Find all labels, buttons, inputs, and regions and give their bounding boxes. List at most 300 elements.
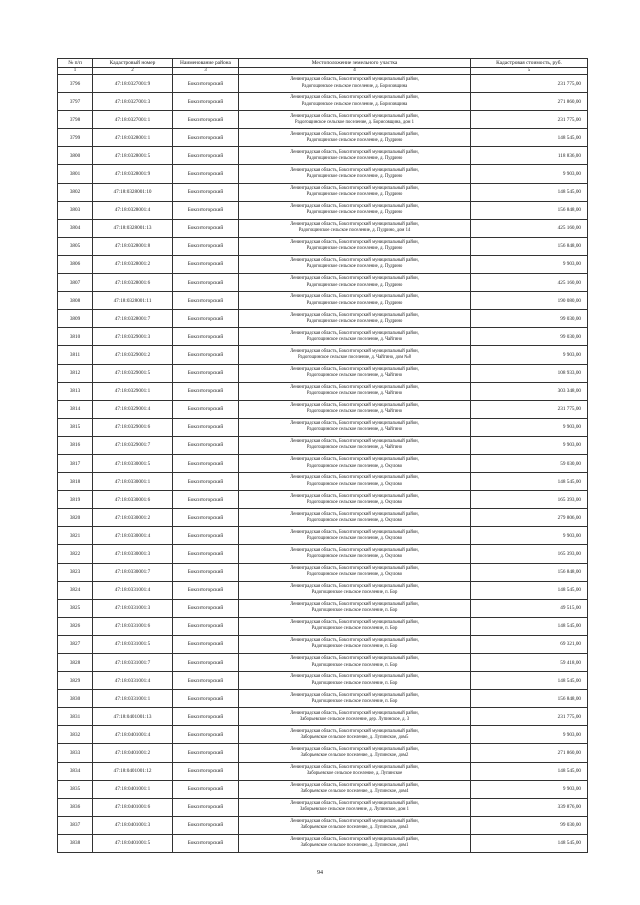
header-location: Местоположение земельного участка: [239, 59, 471, 68]
cadastral-number: 47:18:0331001:6: [93, 617, 173, 635]
location-cell: [239, 237, 471, 255]
location-line-settlement: Радогощинское сельское поселение, д. Чайгино: [306, 391, 403, 397]
row-index: 3802: [58, 183, 93, 201]
row-index: 3807: [58, 274, 93, 292]
location-line-region: Ленинградская область, Бокситогорский муниципальный район,: [290, 656, 419, 662]
district-name: Бокситогорский: [173, 237, 239, 255]
cadastral-cost: 231 775,00: [471, 111, 588, 129]
location-line-region: Ленинградская область, Бокситогорский муниципальный район,: [290, 403, 419, 409]
row-index: 3821: [58, 527, 93, 545]
location-line-region: Ленинградская область, Бокситогорский муниципальный район,: [290, 602, 419, 608]
location-cell: [239, 617, 471, 635]
cadastral-cost: 271 860,00: [471, 744, 588, 762]
cadastral-number: 47:18:0330001:6: [93, 491, 173, 509]
location-line-settlement: Радогощинское сельское поселение, д. Окулово: [306, 463, 403, 469]
row-index: 3823: [58, 563, 93, 581]
row-index: 3826: [58, 617, 93, 635]
district-name: Бокситогорский: [173, 744, 239, 762]
cadastral-cost: 425 160,00: [471, 219, 588, 237]
location-line-region: Ленинградская область, Бокситогорский муниципальный район,: [290, 547, 419, 553]
location-line-region: Ленинградская область, Бокситогорский муниципальный район,: [290, 348, 419, 354]
district-name: Бокситогорский: [173, 328, 239, 346]
location-cell: [239, 780, 471, 798]
location-line-region: Ленинградская область, Бокситогорский муниципальный район,: [290, 837, 419, 843]
location-line-region: Ленинградская область, Бокситогорский муниципальный район,: [290, 674, 419, 680]
table-row: [58, 255, 588, 273]
location-cell: [239, 581, 471, 599]
table-row: [58, 400, 588, 418]
district-name: Бокситогорский: [173, 491, 239, 509]
location-cell: [239, 165, 471, 183]
row-index: 3803: [58, 201, 93, 219]
table-row: [58, 473, 588, 491]
row-index: 3837: [58, 816, 93, 834]
district-name: Бокситогорский: [173, 310, 239, 328]
row-index: 3817: [58, 454, 93, 472]
table-row: [58, 310, 588, 328]
cadastral-cost: 148 545,00: [471, 183, 588, 201]
location-line-region: Ленинградская область, Бокситогорский муниципальный район,: [290, 475, 419, 481]
table-row: [58, 111, 588, 129]
district-name: Бокситогорский: [173, 201, 239, 219]
row-index: 3836: [58, 798, 93, 816]
location-line-region: Ленинградская область, Бокситогорский муниципальный район,: [290, 439, 419, 445]
location-cell: [239, 726, 471, 744]
location-cell: [239, 418, 471, 436]
cadastral-number: 47:18:0328001:9: [93, 165, 173, 183]
location-line-region: Ленинградская область, Бокситогорский муниципальный район,: [290, 330, 419, 336]
cadastral-cost: 148 545,00: [471, 617, 588, 635]
header-number: 3: [173, 68, 239, 75]
cadastral-cost: 9 903,00: [471, 255, 588, 273]
table-row: [58, 165, 588, 183]
row-index: 3819: [58, 491, 93, 509]
location-cell: [239, 328, 471, 346]
location-cell: [239, 129, 471, 147]
location-line-settlement: Радогощинское сельское поселение, д. Пудрино, дом 14: [298, 228, 411, 234]
table-row: [58, 274, 588, 292]
district-name: Бокситогорский: [173, 382, 239, 400]
cadastral-cost: 9 903,00: [471, 436, 588, 454]
location-cell: [239, 708, 471, 726]
location-cell: [239, 762, 471, 780]
location-cell: [239, 382, 471, 400]
district-name: Бокситогорский: [173, 690, 239, 708]
district-name: Бокситогорский: [173, 274, 239, 292]
cadastral-cost: 165 393,00: [471, 545, 588, 563]
table-row: [58, 545, 588, 563]
table-row: [58, 509, 588, 527]
district-name: Бокситогорский: [173, 75, 239, 93]
table-row: [58, 726, 588, 744]
district-name: Бокситогорский: [173, 617, 239, 635]
district-name: Бокситогорский: [173, 780, 239, 798]
location-line-region: Ленинградская область, Бокситогорский муниципальный район,: [290, 692, 419, 698]
location-line-settlement: Радогощинское сельское поселение, п. Бор: [311, 680, 398, 686]
header-number: 5: [471, 68, 588, 75]
district-name: Бокситогорский: [173, 219, 239, 237]
row-index: 3834: [58, 762, 93, 780]
location-line-region: Ленинградская область, Бокситогорский муниципальный район,: [290, 95, 419, 101]
table-row: [58, 454, 588, 472]
location-cell: [239, 798, 471, 816]
district-name: Бокситогорский: [173, 418, 239, 436]
location-cell: [239, 274, 471, 292]
cadastral-cost: 49 515,00: [471, 599, 588, 617]
location-line-settlement: Заборьевское сельское поселение, д. Лупинское, дом2: [300, 753, 409, 759]
location-line-settlement: Радогощинское сельское поселение, д. Окулово: [306, 572, 403, 578]
table-row: [58, 346, 588, 364]
row-index: 3815: [58, 418, 93, 436]
location-line-settlement: Радогощинское сельское поселение, д. Чайгино: [306, 373, 403, 379]
cadastral-number: 47:18:0328001:2: [93, 255, 173, 273]
location-cell: [239, 509, 471, 527]
row-index: 3832: [58, 726, 93, 744]
location-line-settlement: Радогощинское сельское поселение, п. Бор: [311, 608, 398, 614]
table-row: [58, 635, 588, 653]
district-name: Бокситогорский: [173, 292, 239, 310]
cadastral-cost: 108 933,00: [471, 364, 588, 382]
location-line-settlement: Заборьевское сельское поселение, дер. Лупинское, д. 3: [299, 716, 410, 722]
cadastral-cost: 156 848,00: [471, 690, 588, 708]
location-cell: [239, 364, 471, 382]
row-index: 3814: [58, 400, 93, 418]
location-line-region: Ленинградская область, Бокситогорский муниципальный район,: [290, 204, 419, 209]
cadastral-cost: 156 848,00: [471, 201, 588, 219]
district-name: Бокситогорский: [173, 654, 239, 672]
row-index: 3797: [58, 93, 93, 111]
row-index: 3818: [58, 473, 93, 491]
row-index: 3800: [58, 147, 93, 165]
table-row: [58, 816, 588, 834]
cadastral-cost: 9 903,00: [471, 346, 588, 364]
district-name: Бокситогорский: [173, 798, 239, 816]
cadastral-number: 47:18:0331001:4: [93, 672, 173, 690]
row-index: 3827: [58, 635, 93, 653]
location-line-settlement: Радогощинское сельское поселение, д. Чайгино: [306, 336, 403, 342]
cadastral-number: 47:18:0329001:6: [93, 418, 173, 436]
location-cell: [239, 834, 471, 852]
location-cell: [239, 690, 471, 708]
cadastral-cost: 425 160,00: [471, 274, 588, 292]
row-index: 3820: [58, 509, 93, 527]
table-row: [58, 183, 588, 201]
district-name: Бокситогорский: [173, 635, 239, 653]
row-index: 3831: [58, 708, 93, 726]
cadastral-cost: 9 903,00: [471, 527, 588, 545]
district-name: Бокситогорский: [173, 473, 239, 491]
header-number: 2: [93, 68, 173, 75]
row-index: 3808: [58, 292, 93, 310]
location-cell: [239, 310, 471, 328]
location-cell: [239, 599, 471, 617]
location-line-region: Ленинградская область, Бокситогорский муниципальный район,: [290, 620, 419, 626]
location-line-settlement: Радогощинское сельское поселение, д. Пудрино: [306, 155, 403, 161]
table-row: [58, 129, 588, 147]
header-number: 1: [58, 68, 93, 75]
location-line-settlement: Заборьевское сельское поселение, д. Лупинское, дом5: [300, 734, 409, 740]
location-line-settlement: Радогощинское сельское поселение, д. Чайгино: [306, 445, 403, 451]
cadastral-cost: 99 030,00: [471, 328, 588, 346]
row-index: 3830: [58, 690, 93, 708]
row-index: 3806: [58, 255, 93, 273]
cadastral-cost: 59 418,00: [471, 654, 588, 672]
cadastral-cost: 231 775,00: [471, 708, 588, 726]
location-line-settlement: Радогощинское сельское поселение, п. Бор: [311, 662, 398, 668]
location-cell: [239, 545, 471, 563]
table-row: [58, 292, 588, 310]
district-name: Бокситогорский: [173, 400, 239, 418]
location-cell: [239, 111, 471, 129]
row-index: 3833: [58, 744, 93, 762]
location-line-region: Ленинградская область, Бокситогорский муниципальный район,: [290, 783, 419, 788]
cadastral-number: 47:18:0328001:7: [93, 310, 173, 328]
cadastral-cost: 156 848,00: [471, 237, 588, 255]
cadastral-number: 47:18:0329001:2: [93, 346, 173, 364]
cadastral-number: 47:18:0331001:1: [93, 690, 173, 708]
location-cell: [239, 563, 471, 581]
table-row: [58, 690, 588, 708]
location-line-settlement: Радогощинское сельское поселение, д. Чайгино: [306, 409, 403, 415]
table-row: [58, 436, 588, 454]
cadastral-number: 47:18:0328001:5: [93, 147, 173, 165]
cadastral-number: 47:18:0401001:1: [93, 780, 173, 798]
location-line-region: Ленинградская область, Бокситогорский муниципальный район,: [290, 167, 419, 173]
header-index: № п/п: [58, 59, 93, 68]
cadastral-number: 47:18:0329001:3: [93, 328, 173, 346]
district-name: Бокситогорский: [173, 672, 239, 690]
location-line-region: Ленинградская область, Бокситогорский муниципальный район,: [290, 421, 419, 427]
row-index: 3801: [58, 165, 93, 183]
table-row: [58, 237, 588, 255]
page-number: 94: [317, 870, 323, 876]
location-line-settlement: Радогощинское сельское поселение, д. Чайгино: [306, 427, 403, 433]
location-line-region: Ленинградская область, Бокситогорский муниципальный район,: [290, 746, 419, 752]
table-row: [58, 563, 588, 581]
cadastral-cost: 118 836,00: [471, 147, 588, 165]
district-name: Бокситогорский: [173, 436, 239, 454]
cadastral-cost: 271 860,00: [471, 93, 588, 111]
location-cell: [239, 744, 471, 762]
row-index: 3813: [58, 382, 93, 400]
cadastral-number: 47:18:0328001:13: [93, 219, 173, 237]
location-cell: [239, 75, 471, 93]
cadastral-number: 47:18:0328001:11: [93, 292, 173, 310]
row-index: 3828: [58, 654, 93, 672]
cadastral-cost: 156 848,00: [471, 563, 588, 581]
location-line-region: Ленинградская область, Бокситогорский муниципальный район,: [290, 493, 419, 499]
cadastral-number: 47:18:0401001:3: [93, 816, 173, 834]
location-cell: [239, 346, 471, 364]
location-line-region: Ленинградская область, Бокситогорский муниципальный район,: [290, 565, 419, 571]
district-name: Бокситогорский: [173, 364, 239, 382]
cadastral-number: 47:18:0331001:4: [93, 581, 173, 599]
district-name: Бокситогорский: [173, 527, 239, 545]
table-row: [58, 491, 588, 509]
cadastral-number: 47:18:0329001:4: [93, 400, 173, 418]
table-row: [58, 798, 588, 816]
location-line-region: Ленинградская область, Бокситогорский муниципальный район,: [290, 366, 419, 372]
cadastral-number: 47:18:0328001:6: [93, 274, 173, 292]
district-name: Бокситогорский: [173, 708, 239, 726]
cadastral-table: [57, 58, 588, 853]
row-index: 3829: [58, 672, 93, 690]
cadastral-number: 47:18:0330001:2: [93, 509, 173, 527]
table-row: [58, 762, 588, 780]
cadastral-number: 47:18:0401001:13: [93, 708, 173, 726]
cadastral-cost: 9 903,00: [471, 780, 588, 798]
cadastral-cost: 190 080,00: [471, 292, 588, 310]
cadastral-number: 47:18:0329001:5: [93, 364, 173, 382]
cadastral-cost: 148 545,00: [471, 834, 588, 852]
cadastral-cost: 9 903,00: [471, 165, 588, 183]
cadastral-cost: 99 030,00: [471, 816, 588, 834]
district-name: Бокситогорский: [173, 509, 239, 527]
cadastral-number: 47:18:0328001:4: [93, 201, 173, 219]
location-cell: [239, 255, 471, 273]
location-cell: [239, 672, 471, 690]
location-line-region: Ленинградская область, Бокситогорский муниципальный район,: [290, 222, 419, 228]
location-line-settlement: Радогощинское сельское поселение, д. Борисовщина: [301, 101, 408, 107]
location-line-settlement: Заборьевское сельское поселение, д. Лупинское, дом3: [300, 825, 409, 831]
table-row: [58, 219, 588, 237]
cadastral-number: 47:18:0330001:5: [93, 454, 173, 472]
cadastral-number: 47:18:0329001:7: [93, 436, 173, 454]
cadastral-cost: 165 393,00: [471, 491, 588, 509]
row-index: 3809: [58, 310, 93, 328]
location-cell: [239, 183, 471, 201]
location-line-settlement: Радогощинское сельское поселение, д. Пудрино: [306, 192, 403, 198]
cadastral-number: 47:18:0328001:8: [93, 237, 173, 255]
location-line-settlement: Радогощинское сельское поселение, п. Бор: [311, 590, 398, 596]
table-header: [58, 59, 588, 75]
cadastral-number: 47:18:0327001:9: [93, 75, 173, 93]
location-cell: [239, 292, 471, 310]
district-name: Бокситогорский: [173, 834, 239, 852]
district-name: Бокситогорский: [173, 581, 239, 599]
location-line-settlement: Заборьевское сельское поселение, д. Лупинское: [306, 771, 403, 777]
cadastral-cost: 148 545,00: [471, 581, 588, 599]
location-cell: [239, 219, 471, 237]
location-line-settlement: Радогощинское сельское поселение, д. Окулово: [306, 481, 403, 487]
district-name: Бокситогорский: [173, 129, 239, 147]
location-line-settlement: Радогощинское сельское поселение, д. Пудрино: [306, 264, 403, 270]
district-name: Бокситогорский: [173, 599, 239, 617]
cadastral-cost: 148 545,00: [471, 672, 588, 690]
cadastral-number: 47:18:0401001:12: [93, 762, 173, 780]
cadastral-cost: 69 321,00: [471, 635, 588, 653]
cadastral-cost: 9 903,00: [471, 726, 588, 744]
location-cell: [239, 436, 471, 454]
row-index: 3812: [58, 364, 93, 382]
location-cell: [239, 491, 471, 509]
location-line-settlement: Радогощинское сельское поселение, д. Пудрино: [306, 174, 403, 180]
location-line-settlement: Радогощинское сельское поселение, д. Окулово: [306, 499, 403, 505]
location-line-region: Ленинградская область, Бокситогорский муниципальный район,: [290, 312, 419, 318]
location-cell: [239, 454, 471, 472]
cadastral-number: 47:18:0401001:6: [93, 798, 173, 816]
cadastral-cost: 279 806,00: [471, 509, 588, 527]
header-cost: Кадастровая стоимость, руб.: [471, 59, 588, 68]
cadastral-cost: 9 903,00: [471, 418, 588, 436]
table-row: [58, 75, 588, 93]
location-line-settlement: Радогощинское сельское поселение, д. Пудрино: [306, 318, 403, 324]
location-line-region: Ленинградская область, Бокситогорский муниципальный район,: [290, 185, 419, 191]
location-line-region: Ленинградская область, Бокситогорский муниципальный район,: [290, 764, 419, 770]
row-index: 3799: [58, 129, 93, 147]
cadastral-cost: 148 545,00: [471, 473, 588, 491]
header-row: [58, 59, 588, 68]
header-number: 4: [239, 68, 471, 75]
table-row: [58, 834, 588, 852]
table-row: [58, 328, 588, 346]
location-line-settlement: Радогощинское сельское поселение, д. Окулово: [306, 553, 403, 559]
table-row: [58, 147, 588, 165]
table-row: [58, 581, 588, 599]
location-line-region: Ленинградская область, Бокситогорский муниципальный район,: [290, 819, 419, 825]
table-row: [58, 201, 588, 219]
row-index: 3804: [58, 219, 93, 237]
cadastral-number: 47:18:0330001:7: [93, 563, 173, 581]
location-line-settlement: Радогощинское сельское поселение, д. Пудрино: [306, 210, 403, 216]
cadastral-number: 47:18:0329001:1: [93, 382, 173, 400]
table-row: [58, 708, 588, 726]
district-name: Бокситогорский: [173, 762, 239, 780]
location-line-region: Ленинградская область, Бокситогорский муниципальный район,: [290, 583, 419, 589]
location-cell: [239, 400, 471, 418]
location-line-region: Ленинградская область, Бокситогорский муниципальный район,: [290, 131, 419, 137]
row-index: 3796: [58, 75, 93, 93]
cadastral-number: 47:18:0330001:3: [93, 545, 173, 563]
location-line-settlement: Радогощинское сельское поселение, д. Борисовщина: [301, 83, 408, 89]
header-number-row: [58, 68, 588, 75]
cadastral-number: 47:18:0327001:3: [93, 93, 173, 111]
district-name: Бокситогорский: [173, 346, 239, 364]
location-cell: [239, 473, 471, 491]
district-name: Бокситогорский: [173, 255, 239, 273]
cadastral-number: 47:18:0331001:7: [93, 654, 173, 672]
location-line-settlement: Радогощинское сельское поселение, п. Бор: [311, 698, 398, 704]
location-line-settlement: Радогощинское сельское поселение, д. Пудрино: [306, 137, 403, 143]
table-row: [58, 527, 588, 545]
table-row: [58, 654, 588, 672]
table-body: [58, 75, 588, 853]
cadastral-cost: 231 775,00: [471, 400, 588, 418]
location-line-region: Ленинградская область, Бокситогорский муниципальный район,: [290, 258, 419, 264]
district-name: Бокситогорский: [173, 165, 239, 183]
table-row: [58, 744, 588, 762]
row-index: 3824: [58, 581, 93, 599]
location-line-settlement: Радогощинское сельское поселение, д. Чайгино, дом №8: [297, 354, 412, 360]
table-row: [58, 780, 588, 798]
location-line-region: Ленинградская область, Бокситогорский муниципальный район,: [290, 276, 419, 282]
location-cell: [239, 635, 471, 653]
location-line-settlement: Радогощинское сельское поселение, д. Пудрино: [306, 300, 403, 306]
location-line-settlement: Радогощинское сельское поселение, д. Борисовщина, дом 1: [295, 119, 414, 125]
cadastral-number: 47:18:0328001:10: [93, 183, 173, 201]
cadastral-cost: 59 030,00: [471, 454, 588, 472]
table-row: [58, 364, 588, 382]
location-line-region: Ленинградская область, Бокситогорский муниципальный район,: [290, 511, 419, 517]
location-line-region: Ленинградская область, Бокситогорский муниципальный район,: [290, 638, 419, 644]
district-name: Бокситогорский: [173, 183, 239, 201]
district-name: Бокситогорский: [173, 726, 239, 744]
row-index: 3838: [58, 834, 93, 852]
location-line-settlement: Радогощинское сельское поселение, д. Окулово: [306, 517, 403, 523]
location-cell: [239, 816, 471, 834]
cadastral-number: 47:18:0331001:3: [93, 599, 173, 617]
cadastral-number: 47:18:0401001:4: [93, 726, 173, 744]
